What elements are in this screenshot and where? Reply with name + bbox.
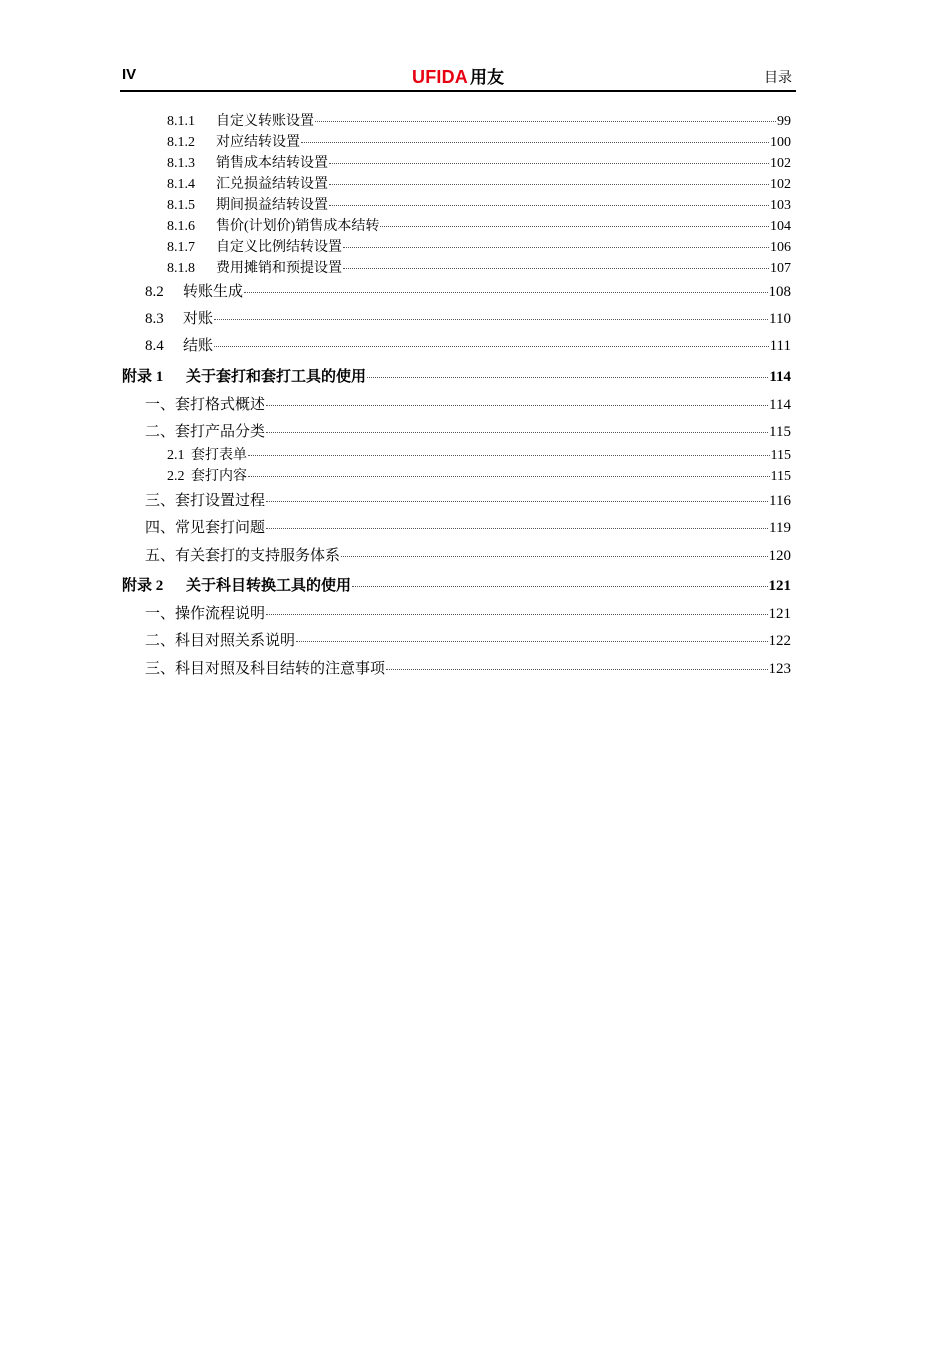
toc-entry-number: 8.3 <box>145 311 164 327</box>
toc-entry-number: 8.1.1 <box>167 114 195 129</box>
dot-leader <box>352 586 767 587</box>
dot-leader <box>266 405 768 406</box>
dot-leader <box>341 556 767 557</box>
dot-leader <box>214 346 769 347</box>
toc-entry[interactable] <box>145 307 791 328</box>
toc-entry-number: 附录 2 <box>122 578 164 594</box>
toc-entry-page: 114 <box>769 369 791 385</box>
toc-appendix-entry[interactable] <box>122 365 791 386</box>
brand-logo <box>120 63 796 88</box>
toc-entry-page: 121 <box>768 606 791 622</box>
toc-entry-title: 转账生成 <box>183 284 244 300</box>
dot-leader <box>343 247 769 248</box>
toc-entry[interactable] <box>145 602 791 623</box>
toc-entry[interactable] <box>145 393 791 414</box>
toc-entry[interactable] <box>145 657 791 678</box>
toc-entry[interactable] <box>145 489 791 510</box>
dot-leader <box>248 476 770 477</box>
toc-entry-page: 102 <box>770 177 791 192</box>
toc-entry-title: 结账 <box>183 338 214 354</box>
dot-leader <box>296 641 767 642</box>
toc-entry-number: 8.1.6 <box>167 219 195 234</box>
dot-leader <box>214 319 768 320</box>
toc-entry-page: 119 <box>769 520 791 536</box>
toc-entry-page: 106 <box>770 240 791 255</box>
toc-entry[interactable] <box>167 110 791 130</box>
toc-entry-page: 115 <box>770 448 791 463</box>
toc-entry-page: 115 <box>769 424 791 440</box>
page-header <box>120 60 796 92</box>
toc-entry-page: 100 <box>770 135 791 150</box>
toc-entry-number: 2.1 <box>167 448 185 463</box>
dot-leader <box>266 501 768 502</box>
toc-entry-page: 99 <box>777 114 791 129</box>
toc-entry-page: 123 <box>768 661 791 677</box>
toc-entry-title: 销售成本结转设置 <box>216 156 328 171</box>
toc-entry-page: 114 <box>769 397 791 413</box>
toc-entry[interactable] <box>167 444 791 464</box>
dot-leader <box>244 292 767 293</box>
toc-entry-title: 三、科目对照及科目结转的注意事项 <box>145 661 386 677</box>
dot-leader <box>301 142 769 143</box>
dot-leader <box>329 163 769 164</box>
toc-entry-title: 一、套打格式概述 <box>145 397 266 413</box>
toc-entry-title: 套打表单 <box>191 448 247 463</box>
toc-entry[interactable] <box>167 173 791 193</box>
toc-entry[interactable] <box>167 236 791 256</box>
toc-entry-title: 期间损益结转设置 <box>216 198 328 213</box>
toc-entry-title: 四、常见套打问题 <box>145 520 266 536</box>
toc-entry-page: 108 <box>768 284 791 300</box>
toc-entry-page: 104 <box>770 219 791 234</box>
toc-entry-number: 8.1.5 <box>167 198 195 213</box>
toc-entry-page: 103 <box>770 198 791 213</box>
toc-entry-page: 121 <box>768 578 791 594</box>
toc-entry[interactable] <box>167 257 791 277</box>
section-title: 目录 <box>764 71 792 86</box>
toc-entry-title: 二、套打产品分类 <box>145 424 266 440</box>
toc-entry-number: 8.1.8 <box>167 261 195 276</box>
toc-entry-title: 费用摊销和预提设置 <box>216 261 342 276</box>
toc-entry-number: 8.1.4 <box>167 177 195 192</box>
toc-entry-number: 8.2 <box>145 284 164 300</box>
toc-appendix-entry[interactable] <box>122 574 791 595</box>
toc-entry-page: 115 <box>770 469 791 484</box>
toc-entry-title: 自定义比例结转设置 <box>216 240 342 255</box>
toc-entry[interactable] <box>167 465 791 485</box>
toc-entry-title: 售价(计划价)销售成本结转 <box>216 219 380 234</box>
toc-entry-title: 关于套打和套打工具的使用 <box>186 369 367 385</box>
toc-entry-page: 110 <box>769 311 791 327</box>
toc-entry[interactable] <box>145 280 791 301</box>
toc-entry-title: 汇兑损益结转设置 <box>216 177 328 192</box>
toc-entry-number: 8.1.2 <box>167 135 195 150</box>
dot-leader <box>266 614 767 615</box>
toc-entry-number: 8.1.3 <box>167 156 195 171</box>
toc-entry-number: 附录 1 <box>122 369 164 385</box>
dot-leader <box>248 455 770 456</box>
toc-entry[interactable] <box>145 420 791 441</box>
toc-entry[interactable] <box>145 629 791 650</box>
dot-leader <box>367 377 768 378</box>
toc-entry-title: 五、有关套打的支持服务体系 <box>145 548 341 564</box>
dot-leader <box>329 184 769 185</box>
toc-entry-page: 120 <box>768 548 791 564</box>
toc-entry-number: 2.2 <box>167 469 185 484</box>
dot-leader <box>380 226 769 227</box>
toc-entry-title: 二、科目对照关系说明 <box>145 633 296 649</box>
toc-entry-title: 对应结转设置 <box>216 135 300 150</box>
toc-entry[interactable] <box>167 131 791 151</box>
dot-leader <box>329 205 769 206</box>
toc-entry-page: 116 <box>769 493 791 509</box>
toc-entry-page: 107 <box>770 261 791 276</box>
toc-entry-number: 8.1.7 <box>167 240 195 255</box>
toc-entry-page: 122 <box>768 633 791 649</box>
toc-entry-title: 三、套打设置过程 <box>145 493 266 509</box>
dot-leader <box>315 121 776 122</box>
dot-leader <box>343 268 769 269</box>
brand-latin: UFIDA <box>412 67 468 87</box>
toc-entry-title: 关于科目转换工具的使用 <box>186 578 352 594</box>
toc-entry-number: 8.4 <box>145 338 164 354</box>
toc-entry-page: 111 <box>769 338 791 354</box>
page-number: IV <box>122 66 137 83</box>
toc-entry[interactable] <box>167 215 791 235</box>
toc-entry-title: 自定义转账设置 <box>216 114 314 129</box>
toc-entry-title: 一、操作流程说明 <box>145 606 266 622</box>
toc-entry[interactable] <box>145 516 791 537</box>
toc-entry[interactable] <box>167 152 791 172</box>
toc-entry[interactable] <box>145 544 791 565</box>
toc-entry-title: 套打内容 <box>191 469 247 484</box>
dot-leader <box>266 528 768 529</box>
toc-entry[interactable] <box>167 194 791 214</box>
dot-leader <box>266 432 768 433</box>
toc-entry-page: 102 <box>770 156 791 171</box>
brand-chinese: 用友 <box>470 68 504 87</box>
dot-leader <box>386 669 767 670</box>
toc-entry[interactable] <box>145 334 791 355</box>
toc-entry-title: 对账 <box>183 311 214 327</box>
